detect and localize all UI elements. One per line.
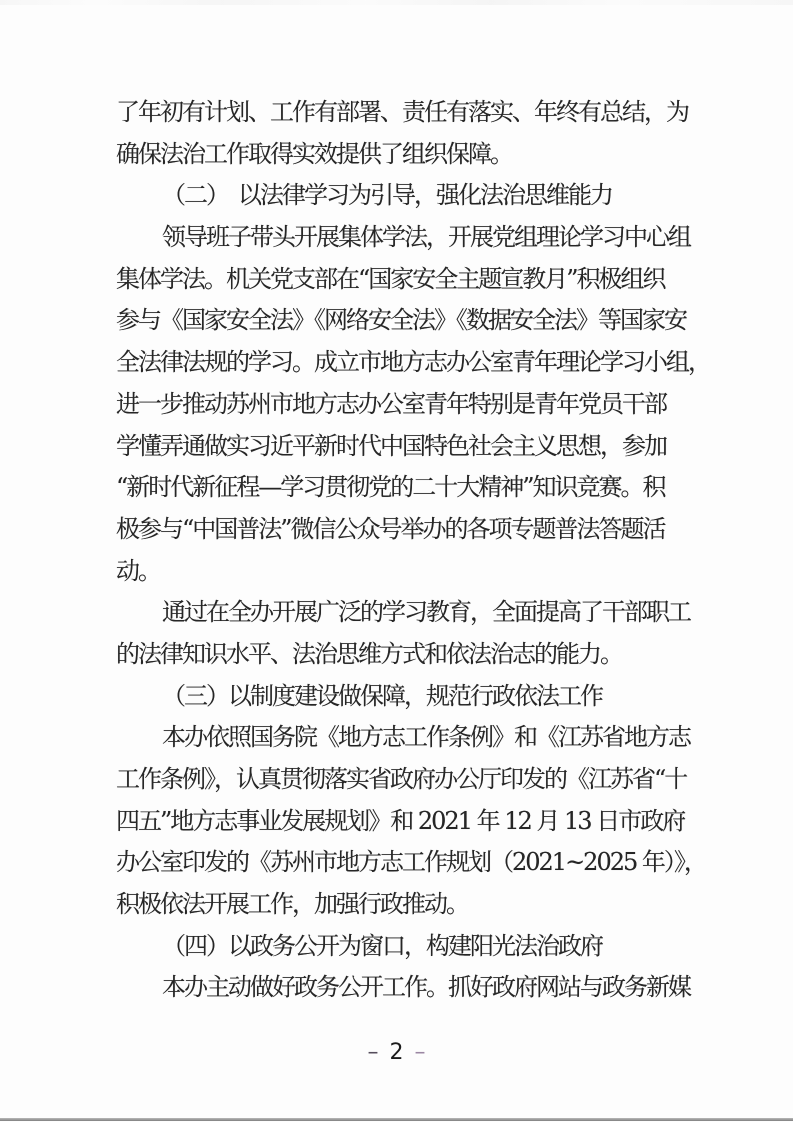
doc-line: 领导班子带头开展集体学法，开展党组理论学习中心组 bbox=[162, 223, 690, 252]
doc-line: 办公室印发的《苏州市地方志工作规划（2021~2025 年）》， bbox=[116, 848, 706, 877]
scan-artifact-top-edge bbox=[0, 0, 793, 5]
doc-line: 极参与“中国普法”微信公众号举办的各项专题普法答题活 bbox=[116, 514, 665, 543]
doc-line: “新时代新征程—学习贯彻党的二十大精神”知识竞赛。积 bbox=[116, 473, 665, 502]
doc-line: 本办依照国务院《地方志工作条例》和《江苏省地方志 bbox=[162, 723, 690, 752]
doc-line: 集体学法。机关党支部在“国家安全主题宣教月”积极组织 bbox=[116, 264, 665, 293]
doc-line: 本办主动做好政务公开工作。抓好政府网站与政务新媒 bbox=[162, 973, 690, 1002]
scan-artifact-bottom-edge bbox=[0, 1118, 793, 1121]
page-footer bbox=[0, 1039, 793, 1067]
section-heading: （四）以政务公开为窗口，构建阳光法治政府 bbox=[162, 931, 602, 960]
doc-line: 积极依法开展工作，加强行政推动。 bbox=[116, 890, 468, 919]
doc-line: 动。 bbox=[116, 556, 160, 585]
doc-line: 参与《国家安全法》《网络安全法》《数据安全法》等国家安 bbox=[116, 306, 686, 335]
doc-line: 全法律法规的学习。成立市地方志办公室青年理论学习小组， bbox=[116, 348, 710, 377]
doc-line: 的法律知识水平、法治思维方式和依法治志的能力。 bbox=[116, 639, 622, 668]
section-heading: （二） 以法律学习为引导，强化法治思维能力 bbox=[162, 181, 612, 210]
doc-line: 工作条例》，认真贯彻落实省政府办公厅印发的《江苏省“十 bbox=[116, 765, 687, 793]
section-heading: （三）以制度建设做保障，规范行政依法工作 bbox=[162, 681, 602, 710]
footer-dash-right: – bbox=[414, 1040, 426, 1065]
doc-line: 进一步推动苏州市地方志办公室青年特别是青年党员干部 bbox=[116, 389, 666, 418]
footer-dash-left: – bbox=[367, 1040, 379, 1065]
doc-line: 四五”地方志事业发展规划》和 2021 年 12 月 13 日市政府 bbox=[116, 806, 685, 835]
doc-line: 通过在全办开展广泛的学习教育，全面提高了干部职工 bbox=[162, 598, 690, 627]
document-body-text bbox=[116, 92, 710, 1009]
doc-line: 学懂弄通做实习近平新时代中国特色社会主义思想，参加 bbox=[116, 431, 666, 460]
doc-line: 了年初有计划、工作有部署、责任有落实、年终有总结，为 bbox=[116, 98, 688, 126]
doc-line: 确保法治工作取得实效提供了组织保障。 bbox=[116, 139, 512, 168]
page-number: 2 bbox=[389, 1040, 404, 1065]
